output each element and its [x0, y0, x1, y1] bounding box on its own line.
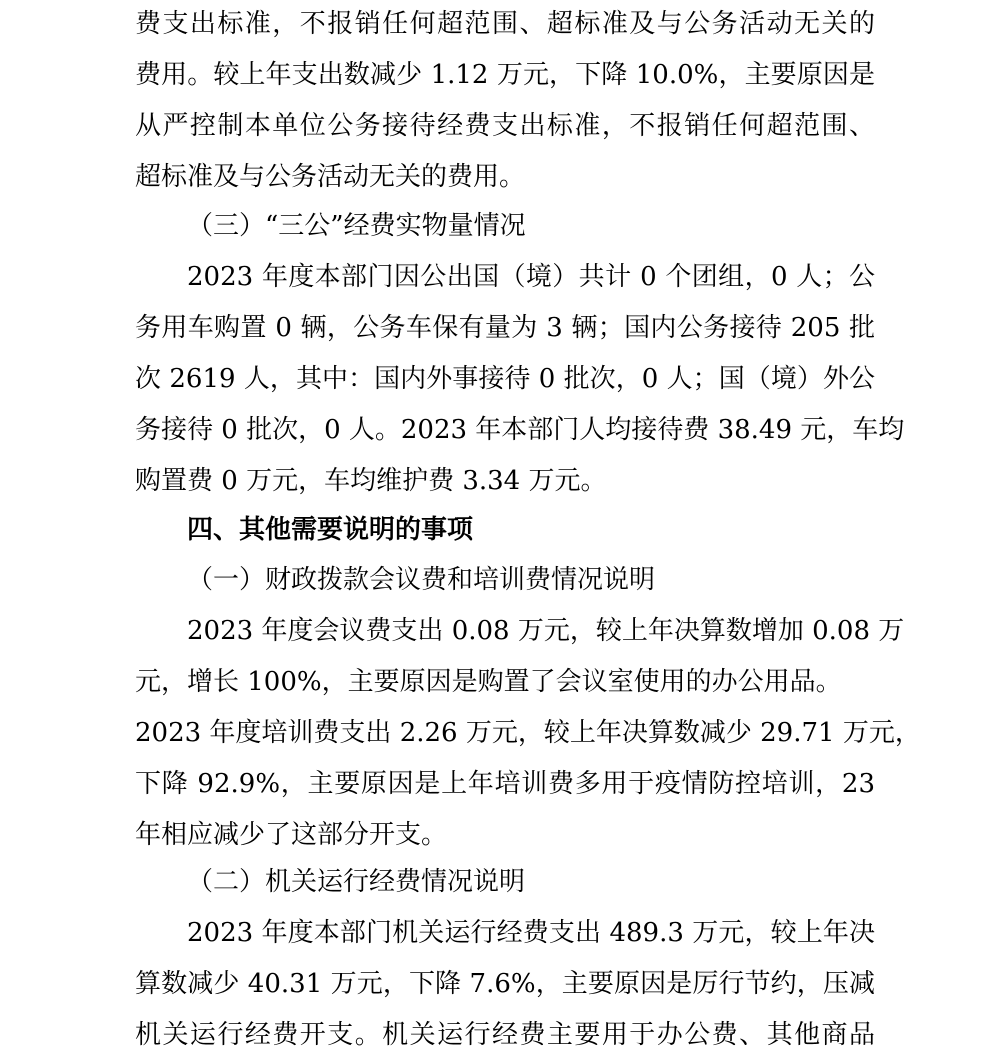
- paragraph-line: 费支出标准，不报销任何超范围、超标准及与公务活动无关的: [135, 9, 875, 39]
- paragraph-line: 费用。较上年支出数减少 1.12 万元，下降 10.0%，主要原因是: [135, 60, 875, 90]
- paragraph-line: 机关运行经费开支。机关运行经费主要用于办公费、其他商品: [135, 1020, 875, 1050]
- section-heading-2: （二）机关运行经费情况说明: [187, 867, 526, 897]
- paragraph-line: 元，增长 100%，主要原因是购置了会议室使用的办公用品。: [135, 667, 842, 697]
- section-heading-3: （三）“三公”经费实物量情况: [187, 211, 526, 241]
- paragraph-line: 年相应减少了这部分开支。: [135, 820, 448, 850]
- paragraph-line: 务用车购置 0 辆，公务车保有量为 3 辆；国内公务接待 205 批: [135, 313, 875, 343]
- paragraph-line: 2023 年度会议费支出 0.08 万元，较上年决算数增加 0.08 万: [187, 616, 905, 646]
- paragraph-line: 算数减少 40.31 万元，下降 7.6%，主要原因是厉行节约，压减: [135, 969, 875, 999]
- paragraph-line: 次 2619 人，其中：国内外事接待 0 批次，0 人；国（境）外公: [135, 364, 875, 394]
- paragraph-line: 从严控制本单位公务接待经费支出标准，不报销任何超范围、: [135, 111, 875, 141]
- chapter-heading-4: 四、其他需要说明的事项: [187, 515, 474, 545]
- paragraph-line: 购置费 0 万元，车均维护费 3.34 万元。: [135, 466, 607, 496]
- paragraph-line: 2023 年度本部门机关运行经费支出 489.3 万元，较上年决: [187, 918, 875, 948]
- paragraph-line: 务接待 0 批次，0 人。2023 年本部门人均接待费 38.49 元，车均: [135, 415, 905, 445]
- paragraph-line: 下降 92.9%，主要原因是上年培训费多用于疫情防控培训，23: [135, 769, 875, 799]
- section-heading-1: （一）财政拨款会议费和培训费情况说明: [187, 565, 656, 595]
- paragraph-line: 超标准及与公务活动无关的费用。: [135, 162, 526, 192]
- paragraph-line: 2023 年度培训费支出 2.26 万元，较上年决算数减少 29.71 万元，: [135, 718, 921, 748]
- paragraph-line: 2023 年度本部门因公出国（境）共计 0 个团组，0 人；公: [187, 262, 875, 292]
